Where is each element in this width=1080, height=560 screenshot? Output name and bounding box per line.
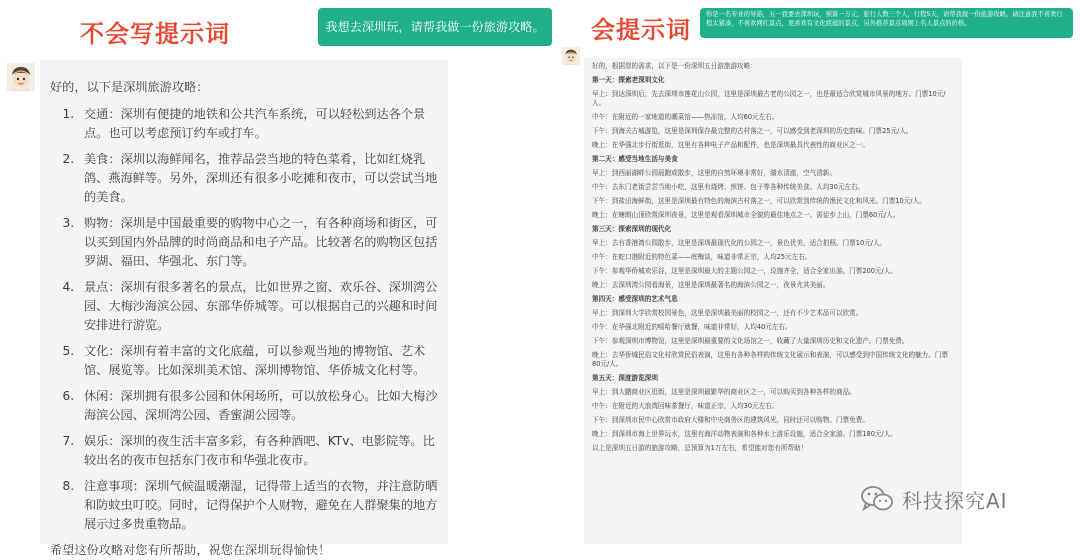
list-item: 6. 休闲：深圳拥有很多公园和休闲场所，可以放松身心。比如大梅沙海滨公园、深圳湾公园、香蜜湖公园等。 xyxy=(78,387,440,425)
list-item: 4. 景点：深圳有很多著名的景点，比如世界之窗、欢乐谷、深圳湾公园、大梅沙海滨公园、东部华侨城等。可以根据自己的兴趣和时间安排进行游览。 xyxy=(78,278,440,335)
cartoon-face-icon xyxy=(7,63,35,91)
left-response-intro: 好的，以下是深圳旅游攻略： xyxy=(50,80,209,94)
right-assistant-response xyxy=(584,58,962,544)
day-heading: 第三天：探索深圳的现代化 xyxy=(592,225,672,234)
list-item: 中午：去东门老街尝尝当地小吃，这里有烧烤、煎饼、包子等各种传统美食。人均30元左右。 xyxy=(592,183,865,192)
right-assistant-avatar xyxy=(562,47,580,65)
day-heading: 第五天：深度游览深圳 xyxy=(592,374,658,383)
list-item: 早上：到深圳大学欣赏校园景色，这里是深圳最美丽的校园之一，还有不少艺术品可以欣赏。 xyxy=(592,309,863,318)
list-item: 晚上：到深圳市海上世界玩水，这里有海洋动物表演和各种水上游乐设施，适合全家游。门票180元/人。 xyxy=(592,430,897,439)
list-item: 晚上：在塘朗山顶欣赏深圳夜景，这里是观看深圳城市全貌的最佳地点之一。需徒步上山，门票60元/人。 xyxy=(592,211,900,220)
list-item: 早上：到达深圳后，先去深圳市莲花山公园，这里是深圳最古老的公园之一，也是最适合欣赏城市风景的地方。门票10元/人。 xyxy=(592,90,946,108)
left-heading: 不会写提示词 xyxy=(80,20,230,48)
left-assistant-avatar xyxy=(7,63,35,91)
list-item: 3. 购物：深圳是中国最重要的购物中心之一，有各种商场和街区，可以买到国内外品牌的时尚商品和电子产品。比较著名的购物区包括罗湖、福田、华强北、东门等。 xyxy=(78,214,440,271)
list-item: 下午：参观深圳市博物馆，这里是深圳最重要的文化场馆之一，收藏了大量深圳历史和文化遗产。门票免费。 xyxy=(592,337,909,346)
list-item: 晚上：在华强北步行街逛街，这里有各种电子产品和配件，也是深圳最具代表性的商业区之一。 xyxy=(592,141,869,150)
day-heading: 第一天：探索老深圳文化 xyxy=(592,76,665,84)
left-response-outro: 希望这份攻略对您有所帮助，祝您在深圳玩得愉快！ xyxy=(50,543,331,557)
list-item: 7. 娱乐：深圳的夜生活丰富多彩，有各种酒吧、KTv、电影院等。比较出名的夜市包括东门夜市和华强北夜市。 xyxy=(78,432,440,470)
watermark xyxy=(860,484,1008,514)
left-user-prompt-bubble xyxy=(318,8,552,46)
list-item: 2. 美食：深圳以海鲜闻名，推荐品尝当地的特色菜肴，比如红烧乳鸽、燕海鲜等。另外，深圳还有很多小吃摊和夜市，可以尝试当地的美食。 xyxy=(78,150,440,207)
list-item: 5. 文化：深圳有着丰富的文化底蕴，可以参观当地的博物馆、艺术馆、展览等。比如深圳美术馆、深圳博物馆、华侨城文化村等。 xyxy=(78,342,440,380)
cartoon-face-icon xyxy=(562,47,580,65)
list-item: 早上：去有香港湾公园散步，这里是深圳最现代化的公园之一，景色优美，适合拍照。门票10元/人。 xyxy=(592,239,887,248)
list-item: 以上是深圳五日游的旅游攻略，总预算为1万左右，希望能对您有所帮助！ xyxy=(592,444,808,453)
right-user-prompt-bubble xyxy=(700,8,1073,38)
list-item: 下午：参观华侨城欢乐谷，这里是深圳最大的主题公园之一，设施齐全，适合全家出游。门票200元/人。 xyxy=(592,267,897,276)
list-item: 晚上：去深圳湾公园看海景，这里是深圳最著名的海滨公园之一，夜景尤其美丽。 xyxy=(592,281,830,290)
list-item: 1. 交通：深圳有便捷的地铁和公共汽车系统，可以轻松到达各个景点。也可以考虑预订约车或打车。 xyxy=(78,105,440,143)
right-heading: 会提示词 xyxy=(591,16,691,44)
list-item: 中午：在附近的大浪湾回味茶餐厅，味道正宗，人均30元左右。 xyxy=(592,402,779,411)
right-user-prompt-text: 你是一名专业的导游，五一我要去深圳玩，预算一万元，旅行人数三个人，行程5天，请帮我做一份旅游攻略。请注意我不喜欢行程太紧凑，不喜欢网红景点，更喜欢有文化底蕴的景点，另外推荐景点周围上名人景点的价格。 xyxy=(706,11,1063,27)
list-item: 下午：到深圳市民中心欣赏市政府大楼和中央商务区的建筑风光，同时还可以购物。门票免费。 xyxy=(592,416,869,425)
left-user-prompt-text: 我想去深圳玩，请帮我做一份旅游攻略。 xyxy=(325,20,545,34)
day-heading: 第四天：感受深圳的艺术气息 xyxy=(592,295,678,304)
watermark-text: 科技探究AI xyxy=(902,488,1008,513)
wechat-icon xyxy=(860,484,894,514)
right-response-lines xyxy=(592,62,954,454)
left-assistant-response xyxy=(40,60,448,557)
list-item: 下午：到盐田海鲜街，这里是深圳最有特色的海滨古村落之一，可以欣赏到传统的渔民文化和风光。门票10元/人。 xyxy=(592,197,926,206)
list-item: 晚上：去华侨城民俗文化村欣赏民俗表演，这里有各种各样的传统文化展示和表演，可以感受到中国传统文化的魅力。门票80元/人。 xyxy=(592,351,949,369)
list-item: 中午：在蛇口港附近的特色菜——庭梅谈，味道非常正宗，人均25元左右。 xyxy=(592,253,812,262)
list-item: 早上：到大鹏商业区逛街，这里是深圳最繁华的商业区之一，可以购买到各种各样的商品。 xyxy=(592,388,856,397)
day-heading: 第二天：感受当地生活与美食 xyxy=(592,155,678,164)
list-item: 好的，根据您的需求，以下是一份深圳五日游旅游攻略： xyxy=(592,62,757,70)
list-item: 中午：在附近的一家地道的潮菜馆——热冻馆，人均60元左右。 xyxy=(592,113,779,122)
left-response-list xyxy=(50,105,440,534)
list-item: 中午：在华强北附近的嘻哈餐厅就餐，味道非常好，人均40元左右。 xyxy=(592,323,792,332)
list-item: 早上：到西丽湖畔公园晨跑或散步，这里的自然环境非常好，湖水清澈，空气清新。 xyxy=(592,169,836,178)
list-item: 下午：到海关古城游览，这里是深圳保存最完整的古村落之一，可以感受到老深圳的历史韵味。门票25元/人。 xyxy=(592,127,913,136)
list-item: 8. 注意事项：深圳气候温暖潮湿，记得带上适当的衣物，并注意防晒和防蚊虫叮咬。同时，记得保护个人财物，避免在人群聚集的地方展示过多贵重物品。 xyxy=(78,477,440,534)
